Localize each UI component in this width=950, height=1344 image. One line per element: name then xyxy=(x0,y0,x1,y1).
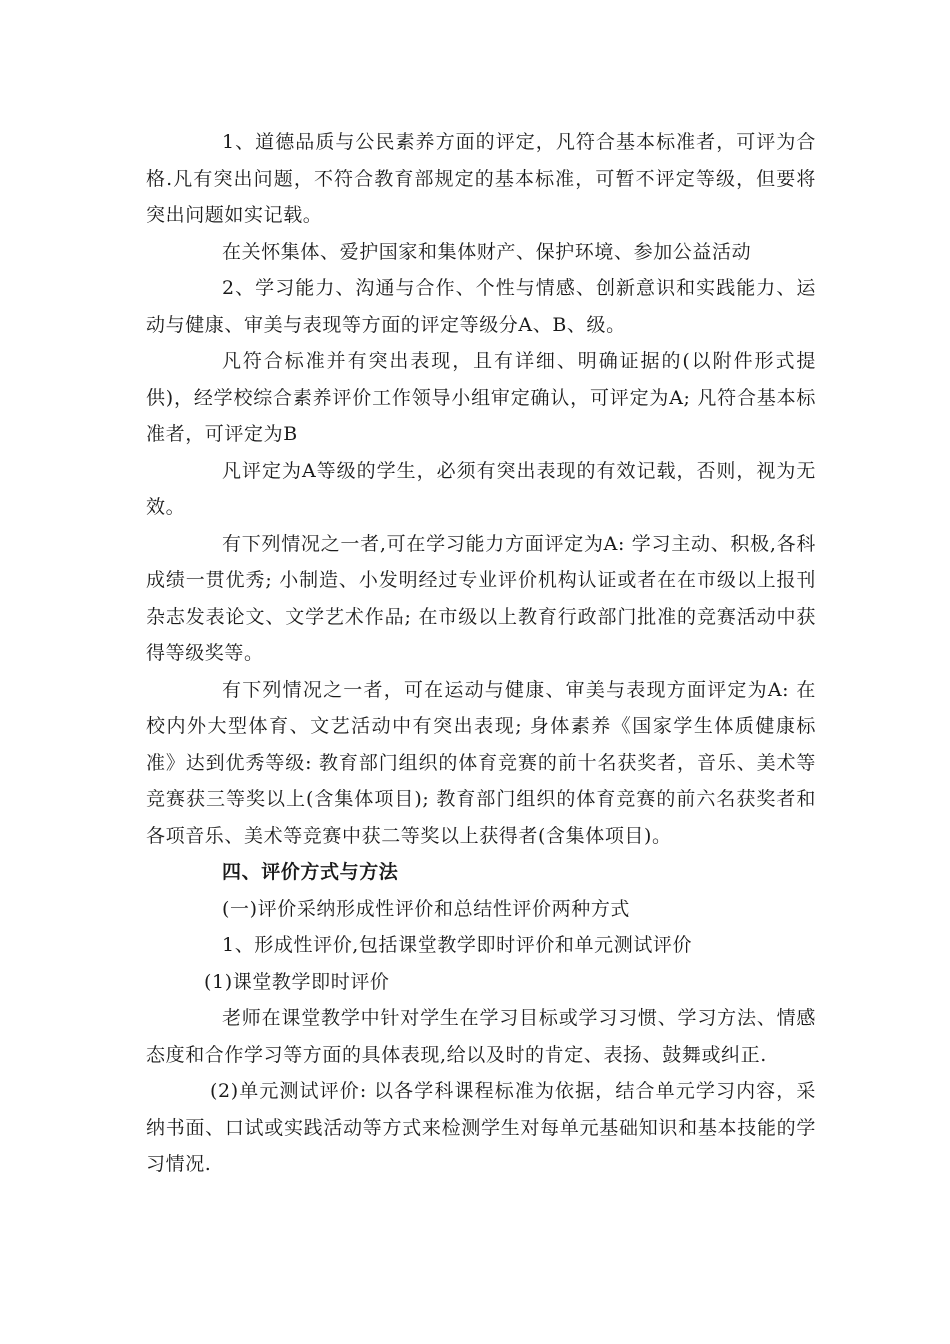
paragraph-a-grade-record: 凡评定为A等级的学生，必须有突出表现的有效记载，否则，视为无效。 xyxy=(146,459,816,518)
paragraph-sports-art-a-conditions: 有下列情况之一者，可在运动与健康、审美与表现方面评定为A: 在校内外大型体育、文艺活动中有突出表现; 身体素养《国家学生体质健康标准》达到优秀等级: 教育部门组织的体育竞赛的前十名获奖者，音乐、美术等竞赛获三等奖以上(含集体项目); 教育部门组织的体育竞赛的前六名获奖者和各项音乐、美术等竞赛中获二等奖以上获得者(含集体项目)。 xyxy=(146,678,816,847)
paragraph-learning-a-conditions: 有下列情况之一者,可在学习能力方面评定为A: 学习主动、积极,各科成绩一贯优秀; 小制造、小发明经过专业评价机构认证或者在在市级以上报刊杂志发表论文、文学艺术作品; 在市级以上教育行政部门批准的竞赛活动中获得等级奖等。 xyxy=(146,532,816,664)
document-body xyxy=(146,124,816,1183)
paragraph-learning-ability: 2、学习能力、沟通与合作、个性与情感、创新意识和实践能力、运动与健康、审美与表现等方面的评定等级分A、B、级。 xyxy=(146,277,816,336)
paragraph-moral-quality: 1、道德品质与公民素养方面的评定，凡符合基本标准者，可评为合格.凡有突出问题，不符合教育部规定的基本标准，可暂不评定等级，但要将突出问题如实记载。 xyxy=(146,131,816,226)
item-formative-evaluation: 1、形成性评价,包括课堂教学即时评价和单元测试评价 xyxy=(222,934,693,956)
item-classroom-evaluation: (1)课堂教学即时评价 xyxy=(204,970,390,993)
section-heading-evaluation-methods: 四、评价方式与方法 xyxy=(222,861,399,883)
paragraph-standard-a: 凡符合标准并有突出表现，且有详细、明确证据的(以附件形式提供)，经学校综合素养评价工作领导小组审定确认，可评定为A; 凡符合基本标准者，可评定为B xyxy=(146,350,816,445)
paragraph-unit-test: (2)单元测试评价: 以各学科课程标准为依据，结合单元学习内容，采纳书面、口试或实践活动等方式来检测学生对每单元基础知识和基本技能的学习情况. xyxy=(146,1080,816,1175)
subheading-two-methods: (一)评价采纳形成性评价和总结性评价两种方式 xyxy=(222,897,631,920)
paragraph-care-collective: 在关怀集体、爱护国家和集体财产、保护环境、参加公益活动 xyxy=(222,240,752,263)
paragraph-teacher-feedback: 老师在课堂教学中针对学生在学习目标或学习习惯、学习方法、情感态度和合作学习等方面的具体表现,给以及时的肯定、表扬、鼓舞或纠正. xyxy=(146,1007,816,1066)
